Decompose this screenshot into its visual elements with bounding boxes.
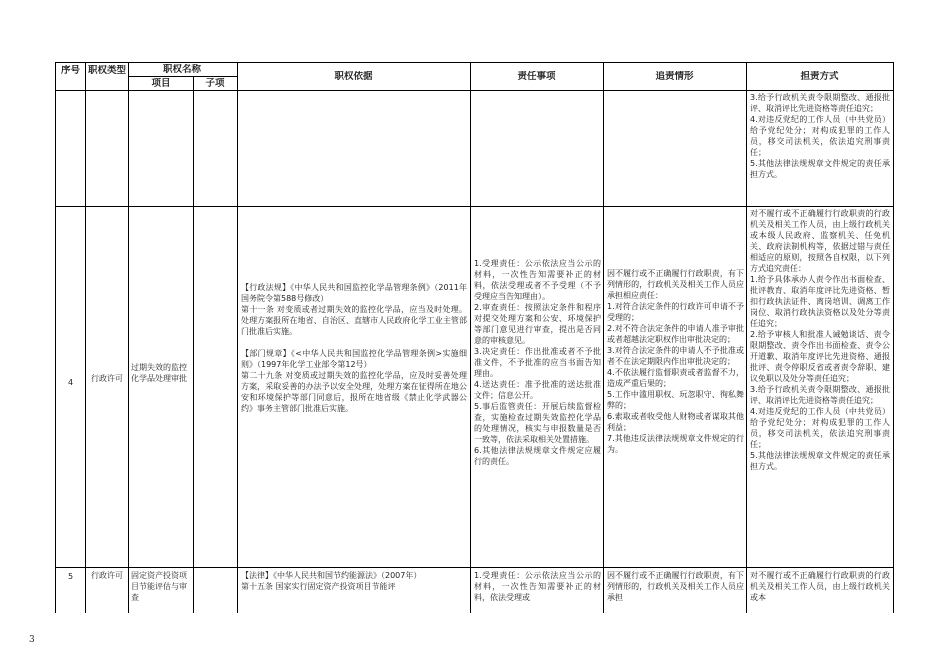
row2-responsibility: 对不履行或不正确履行行政职责的行政机关及相关工作人员，由上级行政机关或本级人民政府、监察机关、任免机关、政府法制机构等，依据过错与责任相适应的原则，按照各自权限，以下列方式追究责任： 1.给予具体承办人责令作出书面检查、批评教育、取消年度评比先进资格、暂扣行政执法证件、离岗培训、调离工作岗位、取消行政执法资格以及处分等责任追究； 2.给予审核人和批准人诫勉谈话、责令限期整改、责令作出书面检查、责令公开道歉、取消年度评比先进资格、通报批评、责令停职反省或者责令辞职、建议免职以及处分等责任追究； 3.给予行政机关责令限期整改、通报批评、取消评比先进资格等责任追究； 4.对违反党纪的工作人员（中共党员）给予党纪处分；对构成犯罪的工作人员，移交司法机关，依法追究刑事责任； 5.其他法律法规规章文件规定的责任承担方式。 bbox=[750, 209, 890, 471]
row3-no: 5 bbox=[67, 572, 74, 581]
rule-col-duty bbox=[603, 62, 604, 613]
rule-col-subitem bbox=[237, 62, 238, 613]
rule-col-type bbox=[128, 62, 129, 613]
row2-basis: 【行政法规】《中华人民共和国监控化学品管理条例》（2011年国务院令第588号修改） 第十一条 对变质或者过期失效的监控化学品，应当及时处理。处理方案报所在地省、自治区、直辖市人民政府化学工业主管部门批准后实施。 【部门规章】《<中华人民共和国监控化学品管理条例>实施细则》（1997年化学工业部令第12号） 第二十九条 对变质或过期失效的监控化学品，应及时妥善处理方案，采取妥善的办法予以安全处理，处理方案在征得所在地公安和环境保护等部门同意后，报所在地省级《禁止化学武器公约》事务主管部门批准后实施。 bbox=[241, 283, 467, 413]
row3-item: 固定资产投资项目节能评估与审查 bbox=[131, 571, 187, 602]
rule-row1-bottom bbox=[55, 206, 894, 207]
row3-duty: 1.受理责任：公示依法应当公示的材料，一次性告知需要补正的材料，依法受理或 bbox=[474, 571, 601, 602]
header-basis: 职权依据 bbox=[334, 71, 373, 82]
header-accountability: 追责情形 bbox=[655, 71, 694, 82]
row2-duty: 1.受理责任：公示依法应当公示的材料，一次性告知需要补正的材料，依法受理或者不予受理（不予受理应当告知理由）。 2.审查责任：按照法定条件和程序对提交处理方案和公安、环境保护等部门意见进行审查，提出是否同意的审核意见。 3.决定责任：作出批准或者不予批准文件，不予批准的应当书面告知理由。 4.送达责任：准予批准的送达批准文件；信息公开。 5.事后监管责任：开展后续监督检查，实施检查过期失效监控化学品的处理情况，核实与申报数量是否一致等，依法采取相关处置措施。 6.其他法律法规规章文件规定应履行的责任。 bbox=[474, 259, 601, 466]
rule-name-sub bbox=[128, 76, 237, 77]
rule-left bbox=[55, 62, 56, 613]
rule-col-basis bbox=[470, 62, 471, 613]
header-duty: 责任事项 bbox=[517, 71, 556, 82]
rule-col-accountability bbox=[746, 62, 747, 613]
rule-right bbox=[893, 62, 894, 613]
header-name: 职权名称 bbox=[162, 64, 201, 75]
page-number: 3 bbox=[29, 635, 35, 645]
rule-col-no bbox=[85, 62, 86, 613]
row3-basis: 【法律】《中华人民共和国节约能源法》（2007年） 第十五条 国家实行固定资产投资项目节能评 bbox=[241, 571, 422, 591]
header-subitem: 子项 bbox=[205, 78, 225, 89]
rule-header-bottom bbox=[55, 90, 894, 91]
row3-type: 行政许可 bbox=[91, 571, 123, 580]
header-type: 职权类型 bbox=[87, 65, 126, 76]
rule-top bbox=[55, 62, 894, 63]
row2-type: 行政许可 bbox=[91, 374, 123, 383]
row2-item: 过期失效的监控化学品处理审批 bbox=[131, 363, 187, 383]
row3-accountability: 因不履行或不正确履行行政职责，有下列情形的，行政机关及相关工作人员应承担 bbox=[607, 571, 744, 602]
row2-accountability: 因不履行或不正确履行行政职责，有下列情形的，行政机关及相关工作人员应承担相应责任： 1.对符合法定条件的行政许可申请不予受理的； 2.对不符合法定条件的申请人准予审批或者超越法定职权作出审批决定的； 3.对符合法定条件的申请人不予批准或者不在法定期限内作出审批决定的； 4.不依法履行监督职责或者监督不力，造成严重后果的； 5.工作中滥用职权、玩忽职守、徇私舞弊的； 6.索取或者收受他人财物或者谋取其他利益； 7.其他违反法律法规规章文件规定的行为。 bbox=[607, 269, 744, 454]
header-no: 序号 bbox=[60, 65, 80, 76]
authority-table bbox=[55, 62, 894, 613]
row3-responsibility: 对不履行或不正确履行行政职责的行政机关及相关工作人员，由上级行政机关或本 bbox=[750, 571, 890, 602]
header-responsibility: 担责方式 bbox=[800, 71, 839, 82]
header-item: 项目 bbox=[151, 78, 171, 89]
rule-row2-bottom bbox=[55, 567, 894, 568]
row1-responsibility: 3.给予行政机关责令限期整改、通报批评、取消评比先进资格等责任追究； 4.对违反党纪的工作人员（中共党员）给予党纪处分；对构成犯罪的工作人员，移交司法机关，依法追究刑事责任； 5.其他法律法规规章文件规定的责任承担方式。 bbox=[750, 93, 890, 179]
rule-col-item bbox=[193, 76, 194, 613]
row2-no: 4 bbox=[67, 378, 74, 387]
